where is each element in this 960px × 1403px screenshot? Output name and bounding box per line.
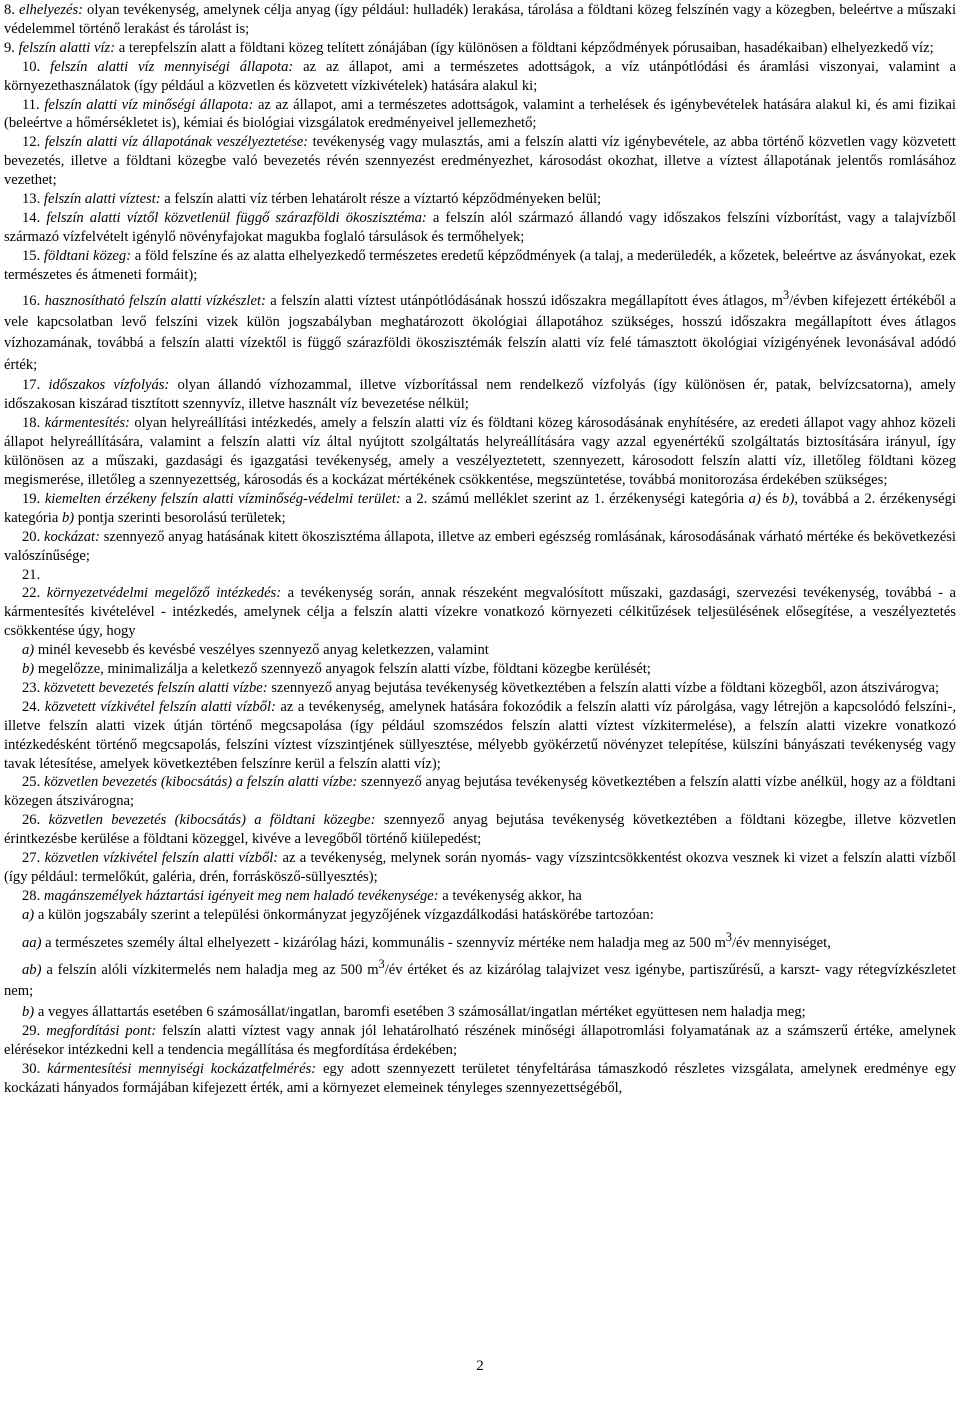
subitem-28ab: ab) a felszín alóli vízkitermelés nem haladja meg az 500 $m^3/év$ értéket és az kizárólag talajvizet vesz igénybe, partiszűrésű, a karszt- vagy rétegvízkészletet nem; — [4, 957, 956, 1000]
subitem-22b: b) megelőzze, minimalizálja a keletkező szennyező anyagok felszín alatti vízbe, földtani közegbe kerülését; — [22, 661, 651, 678]
definition-16: 16. hasznosítható felszín alatti vízkészlet: a felszín alatti víztest utánpótlódásának hosszú időszakra megállapított éves átlagos, $m^3$/évben kifejezett értékéből a vele kapcsolatban levő felszíni vizek külön jogszabályban meghatározott ökológiai állapotához szükséges, hosszú időszakra megállapított éves átlagos vízhozamának, továbbá a felszín alatti vízektől is függő szárazföldi ökoszisztémák felszín alatti víz felé támasztott ökológiai vízigényének levonásával adódó érték; — [4, 287, 957, 373]
definition-28: 28. magánszemélyek háztartási igényeit meg nem haladó tevékenysége: a tevékenység akkor, ha — [22, 887, 582, 904]
term: felszín alatti víz állapotának veszélyeztetése: — [44, 134, 309, 151]
definition-19: 19. kiemelten érzékeny felszín alatti vízminőség-védelmi terület: a 2. számú melléklet szerint az 1. érzékenységi kategória a) és b), továbbá a 2. érzékenységi kategória b) pontja szerinti besorolású területek; — [4, 490, 957, 526]
subitem-28b: b) a vegyes állattartás esetében 6 számosállat/ingatlan, baromfi esetében 3 számosállat/ingatlan mértéket együttesen nem haladja meg; — [22, 1003, 806, 1020]
term: környezetvédelmi megelőző intézkedés: — [46, 585, 282, 602]
term: közvetlen vízkivétel felszín alatti vízből: — [44, 850, 279, 867]
subitem-28aa: aa) a természetes személy által elhelyezett - kizárólag házi, kommunális - szennyvíz mértéke nem haladja meg az 500 $m^3/év$ mennyiséget, — [22, 929, 831, 951]
definition-26: 26. közvetlen bevezetés (kibocsátás) a földtani közegbe: szennyező anyag bejutása tevékenység következtében a földtani közegbe, illetve közvetlen érintkezésbe kerülése a földtani közeggel, kivéve a levegőből történő kiülepedést; — [4, 812, 957, 848]
definition-20: 20. kockázat: szennyező anyag hatásának kitett ökoszisztéma állapota, illetve az emberi egészség romlásának, károsodásának várható mértéke és bekövetkezési valószínűsége; — [4, 528, 956, 564]
definition-14: 14. felszín alatti víztől közvetlenül függő szárazföldi ökoszisztéma: a felszín alól származó állandó vagy időszakos felszíni vízborítást, vagy a talajvízből származó vízfelvételt igénylő növényfajokat magukba foglaló társulások és termőhelyek; — [4, 209, 956, 245]
definition-21: 21. — [22, 566, 41, 583]
term: földtani közeg: — [43, 247, 132, 264]
definition-15: 15. földtani közeg: a föld felszíne és az alatta elhelyezkedő természetes eredetű képződmények (a talaj, a mederüledék, a kőzetek, beleértve az ásványokat, ezek természetes és átmeneti formáit); — [4, 247, 956, 283]
term: felszín alatti víz: — [18, 39, 116, 56]
definition-22: 22. környezetvédelmi megelőző intézkedés: a tevékenység során, annak részeként megvalósított műszaki, gazdasági, szervezési tevékenység, továbbá - a kármentesítés kivételével - intézkedés, amelynek célja a felszín alatti vízekre vonatkozó környezeti célkitűzések teljesülésének elősegítése, a veszélyeztetés csökkentése úgy, hogy — [4, 585, 956, 640]
page-number: 2 — [476, 1358, 484, 1374]
term: közvetett bevezetés felszín alatti vízbe: — [43, 679, 268, 696]
definition-12: 12. felszín alatti víz állapotának veszélyeztetése: tevékenység vagy mulasztás, ami a felszín alatti víz igénybevétele, az abba történő közvetlen vagy közvetett bevezetés, illetve a földtani közegbe való bevezetés révén szennyezést eredményezhet, károsodást okozhat, illetve a víztest állapotának jelentős romlásához vezethet; — [4, 134, 956, 189]
definition-9: 9. felszín alatti víz: a terepfelszín alatt a földtani közeg telített zónájában (így különösen a földtani képződmények pórusaiban, hasadékaiban) elhelyezkedő víz; — [4, 39, 934, 56]
term: kiemelten érzékeny felszín alatti vízminőség-védelmi terület: — [44, 490, 401, 507]
term: közvetlen bevezetés (kibocsátás) a felszín alatti vízbe: — [43, 774, 358, 791]
term: kármentesítés: — [44, 415, 130, 432]
term: kármentesítési mennyiségi kockázatfelmérés: — [47, 1060, 317, 1077]
definition-27: 27. közvetlen vízkivétel felszín alatti vízből: az a tevékenység, melynek során nyomás- vagy vízszintcsökkentést okozva vesznek ki vizet a felszín alatti vízből (így például: termelőkút, galéria, drén, forráskösző-süllyesztés); — [4, 850, 957, 886]
definition-11: 11. felszín alatti víz minőségi állapota: az az állapot, ami a természetes adottságok, valamint a terhelések és igénybevételek hatására alakul ki, és ami fizikai (beleértve a hőmérsékletet is), kémiai és biológiai vizsgálatok eredményeivel jellemezhető; — [4, 96, 956, 132]
term: elhelyezés: — [19, 2, 84, 18]
subitem-22a: a) minél kevesebb és kevésbé veszélyes szennyező anyag keletkezzen, valamint — [22, 642, 489, 659]
definition-25: 25. közvetlen bevezetés (kibocsátás) a felszín alatti vízbe: szennyező anyag bejutása tevékenység következtében a felszín alatti vízbe anélkül, hogy az a földtani közegen átszivárogna; — [4, 774, 956, 810]
term: felszín alatti víz minőségi állapota: — [44, 96, 254, 113]
definition-13: 13. felszín alatti víztest: a felszín alatti víz térben lehatárolt része a víztartó képződményeken belül; — [22, 191, 602, 208]
definition-30: 30. kármentesítési mennyiségi kockázatfelmérés: egy adott szennyezett területet tényfeltárása támaszkodó részletes vizsgálata, amelynek eredménye egy kockázati hányados formájában kifejezett érték, ami a környezet elemeinek tényleges szennyezettségéből, — [4, 1060, 956, 1096]
term: közvetett vízkivétel felszín alatti vízből: — [44, 698, 276, 715]
term: magánszemélyek háztartási igényeit meg nem haladó tevékenysége: — [43, 887, 439, 904]
term: hasznosítható felszín alatti vízkészlet: — [44, 292, 266, 309]
definition-23: 23. közvetett bevezetés felszín alatti vízbe: szennyező anyag bejutása tevékenység következtében a felszín alatti vízbe a földtani közegből, azon átszivárogva; — [22, 679, 940, 696]
subitem-28a: a) a külön jogszabály szerint a települési önkormányzat jegyzőjének vízgazdálkodási hatáskörébe tartozóan: — [22, 906, 654, 923]
definition-8: 8. elhelyezés: olyan tevékenység, amelynek célja anyag (így például: hulladék) lerakása, tárolása a földtani közeg felszínén vagy a közegben, beleértve a műszaki védelemmel történő lerakást és tárolást is; — [4, 2, 956, 37]
definition-18: 18. kármentesítés: olyan helyreállítási intézkedés, amely a felszín alatti víz és földtani közeg károsodásának enyhítésére, az eredeti állapot vagy ahhoz közeli állapot helyreállítására, valamint a felszín alatti víz által nyújtott szolgáltatás helyreállítására vagy azzal egyenértékű szolgáltatás biztosítására irányul, így különösen az a műszaki, gazdasági és igazgatási tevékenység, amely a veszélyeztetett, szennyezett, károsodott felszín alatti víz, illetőleg földtani közeg megismerése, illetőleg a szennyezettség, károsodás és a kockázat mértékének csökkentése, megszüntetése, továbbá monitorozása érdekében szükséges; — [4, 415, 956, 488]
term: kockázat: — [44, 528, 100, 545]
definition-29: 29. megfordítási pont: felszín alatti víztest vagy annak jól lehatárolható részének minőségi állapotromlási folyamatának az a számszerű értéke, amelynek elérésekor intézkedni kell a tendencia megállítása és megfordítása érdekében; — [4, 1022, 956, 1058]
term: időszakos vízfolyás: — [48, 377, 170, 394]
term: felszín alatti víztest: — [43, 191, 161, 208]
definition-24: 24. közvetett vízkivétel felszín alatti vízből: az a tevékenység, amelynek hatására fokozódik a felszín alatti víz párolgása, vagy létrejön a kapcsolódó felszíni-, illetve felszín alatti vizek útján történő megcsapolása (így például szomszédos felszín alatti víztest vízkitermelése), a felszín alatti vizekre vonatkozó intézkedésként történő megcsapolás, felszíni víztest vízszintjének süllyesztése, mélyebb gyökérzetű növényzet telepítése, külszíni bányászati tevékenység vagy tavak létesítése, amelyek következtében felszínre kerül a felszín alatti víz); — [4, 698, 956, 772]
term: közvetlen bevezetés (kibocsátás) a földtani közegbe: — [48, 812, 376, 829]
term: felszín alatti víztől közvetlenül függő szárazföldi ökoszisztéma: — [46, 209, 427, 226]
term: felszín alatti víz mennyiségi állapota: — [50, 58, 294, 75]
definition-17: 17. időszakos vízfolyás: olyan állandó vízhozammal, illetve vízborítással nem rendelkező vízfolyás (így különösen ér, patak, belvízcsatorna), amely időszakosan kiszárad tisztított szennyvíz, illetve használt víz bevezetése nélkül; — [4, 377, 956, 413]
definition-10: 10. felszín alatti víz mennyiségi állapota: az az állapot, ami a természetes adottságok, a víz utánpótlódási és áramlási viszonyai, valamint a környezethasználatok (így például a közvetlen és közvetett vízkivételek) hatására alakul ki; — [4, 58, 956, 94]
term: megfordítási pont: — [46, 1022, 157, 1039]
